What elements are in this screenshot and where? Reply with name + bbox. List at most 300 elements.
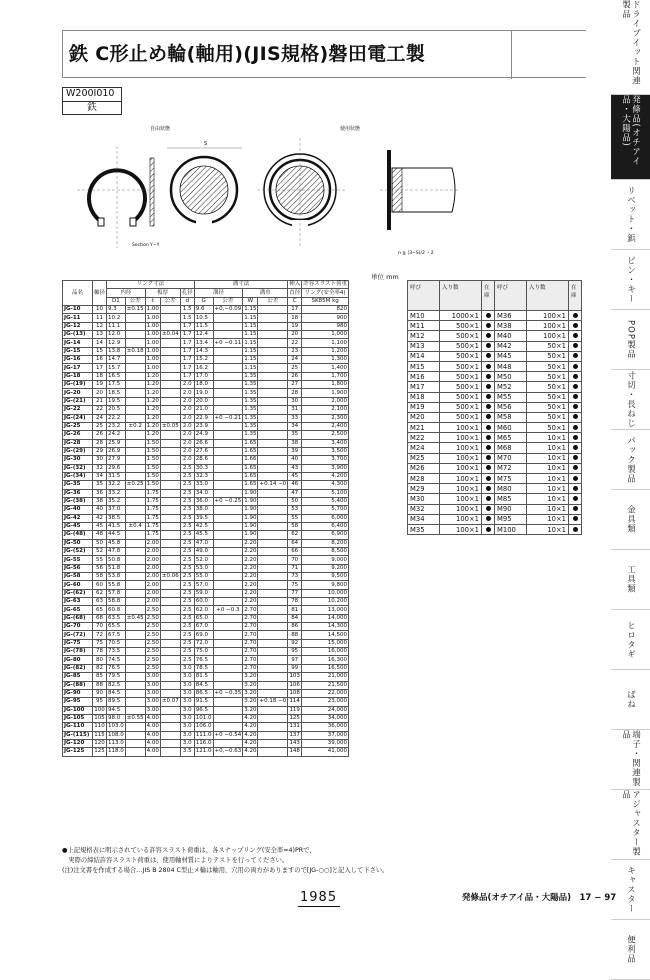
stock-dot [482, 474, 495, 484]
cell-tol-d1 [125, 673, 145, 681]
cell-tol-t [160, 456, 180, 464]
cell-name: JG-120 [63, 739, 93, 747]
table-row [63, 422, 349, 430]
table-row [63, 456, 349, 464]
stock-qty: 50×1 [527, 423, 569, 433]
cell-d1: 22.2 [107, 414, 126, 422]
cell-d1: 47.8 [107, 548, 126, 556]
cell-shaft: 100 [94, 706, 105, 713]
table-row [63, 698, 349, 706]
cell-d: 2.5 [180, 631, 194, 639]
cell-tol-d1 [125, 639, 145, 647]
in-stock-icon [486, 374, 491, 379]
cell-tol-g [213, 664, 243, 672]
sidebar-tab[interactable] [611, 310, 650, 370]
in-stock-icon [486, 506, 491, 511]
cell-w: 2.20 [244, 581, 257, 588]
table-row [63, 598, 349, 606]
cell-c: 26 [288, 372, 302, 380]
cell-t: 3.00 [146, 698, 159, 705]
cell-tol-t [160, 389, 180, 397]
cell-tol-t [160, 639, 180, 647]
svg-text:Section Y−Y: Section Y−Y [132, 243, 160, 248]
stock-dot [482, 494, 495, 504]
sidebar-tab[interactable] [611, 550, 650, 610]
cell-name: JG-80 [63, 656, 93, 664]
material-label: 鉄 [63, 101, 121, 114]
cell-tol-g: +0 −0.25 [214, 498, 242, 505]
cell-d1: 23.2 [107, 422, 126, 430]
cell-tol-t [160, 681, 180, 689]
cell-thrust: 36,000 [302, 723, 349, 731]
cell-tol-d1 [125, 664, 145, 672]
cell-c: 17 [288, 306, 302, 314]
cell-t: 4.00 [146, 748, 159, 755]
header-g: G [194, 297, 213, 305]
cell-g: 15.2 [194, 356, 213, 364]
cell-name: JG-100 [63, 706, 93, 714]
cell-g: 86.5 [194, 689, 213, 697]
header-shaft: 軸径 [93, 281, 107, 306]
stock-qty: 100×1 [440, 514, 482, 524]
cell-shaft: 120 [94, 740, 105, 747]
cell-w: 3.20 [244, 681, 257, 688]
stock-code: M35 [408, 524, 440, 534]
cell-tol-t [160, 706, 180, 714]
cell-tol-t [160, 414, 180, 422]
cell-thrust: 900 [302, 314, 349, 322]
cell-t: 2.50 [146, 656, 159, 663]
cell-d: 2.0 [180, 456, 194, 464]
cell-shaft: 21 [93, 397, 107, 405]
cell-c: 125 [289, 715, 300, 722]
cell-tol-g [213, 439, 243, 447]
cell-tol-g [213, 714, 243, 722]
cell-tol-d1 [125, 431, 145, 439]
cell-shaft: 40 [93, 506, 107, 514]
cell-thrust: 1,100 [302, 339, 349, 347]
sidebar-tab-label: 便利品 [625, 935, 636, 964]
cell-d1: 17.5 [107, 381, 126, 389]
cell-c: 18 [288, 314, 302, 322]
cell-d1: 82.5 [107, 681, 126, 689]
stock-code: M68 [495, 443, 527, 453]
cell-shaft: 45 [93, 522, 107, 530]
table-row [63, 748, 349, 756]
cell-tol-d1: ±0.4 [125, 522, 145, 530]
in-stock-icon [573, 435, 578, 440]
sidebar-tab[interactable] [611, 0, 650, 95]
cell-tol-g [213, 431, 243, 439]
side-header-qty: 入り数 [440, 281, 482, 311]
cell-thrust: 34,000 [302, 714, 349, 722]
cell-thrust: 8,200 [302, 539, 349, 547]
stock-dot [569, 433, 582, 443]
stock-dot [569, 484, 582, 494]
cell-c: 66 [288, 548, 302, 556]
stock-code: M14 [408, 351, 440, 361]
note-line: ●上記規格表に明示されている許容スラスト荷重は，各スナップリング(安全率=4)PRで， [62, 847, 316, 854]
in-stock-icon [486, 323, 491, 328]
cell-g: 91.5 [194, 698, 213, 706]
stock-row [408, 494, 582, 504]
stock-code: M48 [495, 361, 527, 371]
cell-t: 1.20 [146, 414, 159, 421]
sidebar-tab[interactable] [611, 250, 650, 310]
stock-code: M80 [495, 484, 527, 494]
table-row [63, 589, 349, 597]
cell-w: 1.65 [244, 473, 257, 480]
cell-w: 2.20 [244, 539, 257, 546]
in-stock-icon [573, 313, 578, 318]
side-header-code-2: 呼び [495, 281, 527, 311]
cell-g: 106.0 [195, 723, 212, 730]
cell-d1: 98.0 [107, 714, 126, 722]
stock-dot [482, 463, 495, 473]
cell-c: 92 [288, 639, 302, 647]
cell-w: 1.65 [244, 481, 257, 488]
cell-tol-w [258, 731, 288, 739]
in-stock-icon [573, 343, 578, 348]
stock-row [408, 331, 582, 341]
in-stock-icon [573, 465, 578, 470]
cell-d1: 60.8 [107, 606, 126, 614]
cell-t: 1.75 [146, 489, 159, 496]
cell-w: 1.15 [244, 306, 257, 313]
cell-thrust: 5,700 [302, 506, 349, 514]
sidebar-tab[interactable] [611, 430, 650, 490]
cell-thrust: 14,300 [302, 623, 349, 631]
cell-w: 2.70 [244, 623, 257, 630]
cell-tol-t [160, 439, 180, 447]
in-stock-icon [573, 364, 578, 369]
cell-name: JG-15 [63, 347, 93, 355]
stock-dot [569, 412, 582, 422]
cell-tol-t [160, 589, 180, 597]
in-stock-icon [573, 496, 578, 501]
cell-name: JG-36 [63, 489, 93, 497]
cell-w: 1.90 [244, 489, 257, 496]
cell-tol-d1 [125, 589, 145, 597]
product-code-box [62, 87, 122, 115]
cell-d1: 32.2 [107, 481, 126, 489]
cell-tol-g [213, 464, 243, 472]
cell-w: 2.20 [244, 598, 257, 605]
cell-c: 35 [288, 431, 302, 439]
cell-thrust: 1,000 [302, 331, 349, 339]
cell-tol-w [258, 464, 288, 472]
cell-tol-d1 [125, 464, 145, 472]
cell-w: 1.35 [244, 372, 257, 379]
cell-shaft: 11 [93, 314, 107, 322]
stock-qty: 100×1 [440, 423, 482, 433]
header-thickness: 板厚 [145, 289, 180, 297]
table-row [63, 397, 349, 405]
header-insert2: 直径 [289, 289, 301, 296]
sidebar-tab[interactable] [611, 180, 650, 250]
cell-tol-t [160, 447, 180, 455]
sidebar-tab[interactable] [611, 490, 650, 550]
cell-tol-w [258, 623, 288, 631]
cell-name: JG-(88) [63, 681, 93, 689]
cell-d: 2.0 [180, 439, 194, 447]
cell-tol-t [160, 556, 180, 564]
cell-w: 1.35 [244, 397, 257, 404]
stock-code: M12 [408, 331, 440, 341]
sidebar-tab[interactable] [611, 670, 650, 730]
table-row [63, 664, 349, 672]
cell-tol-d1 [125, 623, 145, 631]
cell-tol-d1 [125, 581, 145, 589]
cell-tol-g [213, 364, 243, 372]
cell-shaft: 52 [93, 548, 107, 556]
cell-g: 32.3 [194, 472, 213, 480]
cell-t: 3.00 [146, 681, 159, 688]
cell-w: 1.65 [244, 448, 257, 455]
stock-qty: 50×1 [527, 361, 569, 371]
cell-g: 72.0 [194, 639, 213, 647]
cell-tol-g [213, 372, 243, 380]
cell-tol-d1 [125, 314, 145, 322]
sidebar-tab[interactable] [611, 370, 650, 430]
cell-c: 88 [288, 631, 302, 639]
cell-tol-t: ±0.05 [161, 423, 179, 430]
cell-tol-w [258, 381, 288, 389]
cell-thrust: 3,700 [302, 456, 349, 464]
cell-w: 2.20 [244, 556, 257, 563]
cell-t: 1.20 [146, 406, 159, 413]
cell-tol-g [213, 598, 243, 606]
cell-t: 1.50 [146, 456, 159, 463]
cell-name: JG-(13) [63, 331, 93, 339]
cell-d: 2.0 [180, 447, 194, 455]
cell-tol-d1 [125, 414, 145, 422]
sidebar-tab-label: キャスター [625, 865, 636, 914]
cell-g: 96.5 [194, 706, 213, 714]
cell-w: 1.35 [244, 406, 257, 413]
stock-dot [482, 453, 495, 463]
cell-d: 3.0 [180, 689, 194, 697]
cell-tol-d1: ±0.55 [126, 715, 144, 722]
cell-t: 2.00 [146, 598, 159, 605]
table-row [63, 472, 349, 480]
cell-c: 27 [288, 381, 302, 389]
cell-c: 53 [288, 506, 302, 514]
stock-dot [569, 331, 582, 341]
cell-d1: 118.0 [108, 748, 124, 755]
cell-shaft: 50 [93, 539, 107, 547]
cell-d: 2.5 [180, 614, 194, 622]
cell-c: 23 [288, 347, 302, 355]
cell-d: 2.5 [180, 623, 194, 631]
cell-g: 60.0 [194, 598, 213, 606]
in-stock-icon [573, 476, 578, 481]
stock-qty: 100×1 [527, 321, 569, 331]
stock-row [408, 524, 582, 534]
cell-thrust: 6,000 [302, 514, 349, 522]
cell-tol-w [258, 606, 288, 614]
cell-w: 2.20 [244, 589, 257, 596]
cell-thrust: 10,000 [302, 589, 349, 597]
sidebar-tab[interactable] [611, 860, 650, 920]
cell-w: 1.15 [244, 322, 257, 329]
in-stock-icon [573, 323, 578, 328]
cell-g: 23.9 [194, 422, 213, 430]
cell-tol-w [258, 673, 288, 681]
header-groove: 溝寸法 [194, 281, 287, 289]
cell-w: 1.90 [244, 531, 257, 538]
stock-dot [569, 311, 582, 321]
cell-tol-w [258, 556, 288, 564]
header-t: t [145, 297, 160, 305]
cell-tol-d1 [125, 406, 145, 414]
cell-shaft: 36 [93, 489, 107, 497]
cell-d: 2.5 [180, 464, 194, 472]
stock-qty: 500×1 [440, 372, 482, 382]
cell-t: 2.50 [146, 614, 159, 621]
stock-row [408, 484, 582, 494]
sidebar-tab[interactable] [611, 790, 650, 860]
stock-qty: 100×1 [440, 433, 482, 443]
cell-w: 1.35 [244, 389, 257, 396]
cell-c: 45 [288, 472, 302, 480]
cell-d: 2.5 [180, 489, 194, 497]
cell-tol-g [213, 356, 243, 364]
cell-shaft: 28 [93, 439, 107, 447]
cell-tol-t [160, 714, 180, 722]
cell-d1: 16.5 [107, 372, 126, 380]
cell-shaft: 20 [93, 389, 107, 397]
page-title: 鉄 C形止め輪(軸用)(JIS規格)磐田電工製 [69, 43, 426, 65]
cell-w: 3.20 [244, 706, 257, 713]
cell-shaft: 38 [93, 497, 107, 505]
cell-tol-d1 [125, 631, 145, 639]
cell-d1: 31.5 [107, 472, 126, 480]
cell-d: 2.5 [180, 598, 194, 606]
cell-name: JG-(52) [63, 548, 93, 556]
stock-qty: 500×1 [440, 321, 482, 331]
shaft-side-drawing [380, 150, 460, 256]
in-stock-icon [573, 353, 578, 358]
cell-name: JG-25 [63, 422, 93, 430]
sidebar-tab[interactable] [611, 920, 650, 980]
in-stock-icon [486, 333, 491, 338]
sidebar-tab[interactable] [611, 95, 650, 180]
cell-d1: 103.0 [108, 723, 124, 730]
cell-tol-g [213, 456, 243, 464]
in-stock-icon [573, 404, 578, 409]
cell-thrust: 2,100 [302, 406, 349, 414]
cell-tol-t [160, 322, 180, 330]
cell-t: 1.50 [146, 464, 159, 471]
cell-thrust: 16,500 [302, 664, 349, 672]
cell-d: 2.5 [180, 639, 194, 647]
cell-d1: 65.5 [107, 623, 126, 631]
cell-c: 73 [288, 573, 302, 581]
cell-d1: 25.9 [107, 439, 126, 447]
cell-tol-d1 [125, 606, 145, 614]
table-row [63, 573, 349, 581]
cell-name: JG-90 [63, 689, 93, 697]
cell-d1: 33.2 [107, 489, 126, 497]
stock-qty: 10×1 [527, 514, 569, 524]
cell-w: 3.20 [244, 698, 257, 705]
cell-d1: 20.5 [107, 406, 126, 414]
stock-dot [569, 392, 582, 402]
cell-thrust: 15,000 [302, 639, 349, 647]
cell-d1: 19.5 [107, 397, 126, 405]
cell-thrust: 24,000 [302, 706, 349, 714]
cell-tol-t [160, 664, 180, 672]
sidebar-tab[interactable] [611, 610, 650, 670]
cell-thrust: 6,400 [302, 522, 349, 530]
stock-code: M24 [408, 443, 440, 453]
table-row [63, 556, 349, 564]
cell-t: 1.20 [146, 431, 159, 438]
cell-tol-g [213, 623, 243, 631]
table-row [63, 614, 349, 622]
cell-tol-g [213, 739, 243, 747]
cell-g: 34.0 [194, 489, 213, 497]
cell-thrust: 1,700 [302, 372, 349, 380]
cell-tol-g [213, 314, 243, 322]
cell-shaft: 58 [93, 573, 107, 581]
cell-w: 2.70 [244, 631, 257, 638]
cell-w: 1.15 [244, 356, 257, 363]
cell-name: JG-85 [63, 673, 93, 681]
cell-name: JG-26 [63, 431, 93, 439]
in-stock-icon [486, 425, 491, 430]
cell-name: JG-35 [63, 481, 93, 489]
stock-row [408, 311, 582, 321]
cell-tol-d1: ±0.45 [126, 614, 144, 621]
use-state-drawing [257, 138, 347, 248]
cell-g: 28.6 [194, 456, 213, 464]
in-stock-icon [573, 425, 578, 430]
in-stock-icon [486, 516, 491, 521]
cell-g: 52.0 [194, 556, 213, 564]
stock-dot [569, 524, 582, 534]
cell-g: 84.5 [194, 681, 213, 689]
sidebar-tab[interactable] [611, 730, 650, 790]
header-ring: リング寸法 [107, 281, 195, 289]
stock-dot [482, 443, 495, 453]
in-stock-icon [573, 527, 578, 532]
table-row [63, 689, 349, 697]
stock-dot [482, 361, 495, 371]
stock-dot [482, 423, 495, 433]
cell-g: 14.3 [194, 347, 213, 355]
cell-d: 1.5 [180, 314, 194, 322]
cell-d1: 45.8 [107, 539, 126, 547]
cell-tol-w [258, 539, 288, 547]
side-header-qty-2: 入り数 [527, 281, 569, 311]
stock-row [408, 504, 582, 514]
cell-tol-g [213, 573, 243, 581]
cell-d: 2.0 [180, 431, 194, 439]
cell-t: 1.00 [146, 331, 159, 338]
cell-t: 1.00 [146, 364, 159, 371]
stock-code: M45 [495, 351, 527, 361]
title-separator [511, 31, 512, 79]
stock-row [408, 423, 582, 433]
cell-g: 19.0 [194, 389, 213, 397]
cell-name: JG-(62) [63, 589, 93, 597]
cell-shaft: 90 [93, 689, 107, 697]
in-stock-icon [486, 313, 491, 318]
cell-c: 47 [288, 489, 302, 497]
stock-qty: 100×1 [440, 443, 482, 453]
